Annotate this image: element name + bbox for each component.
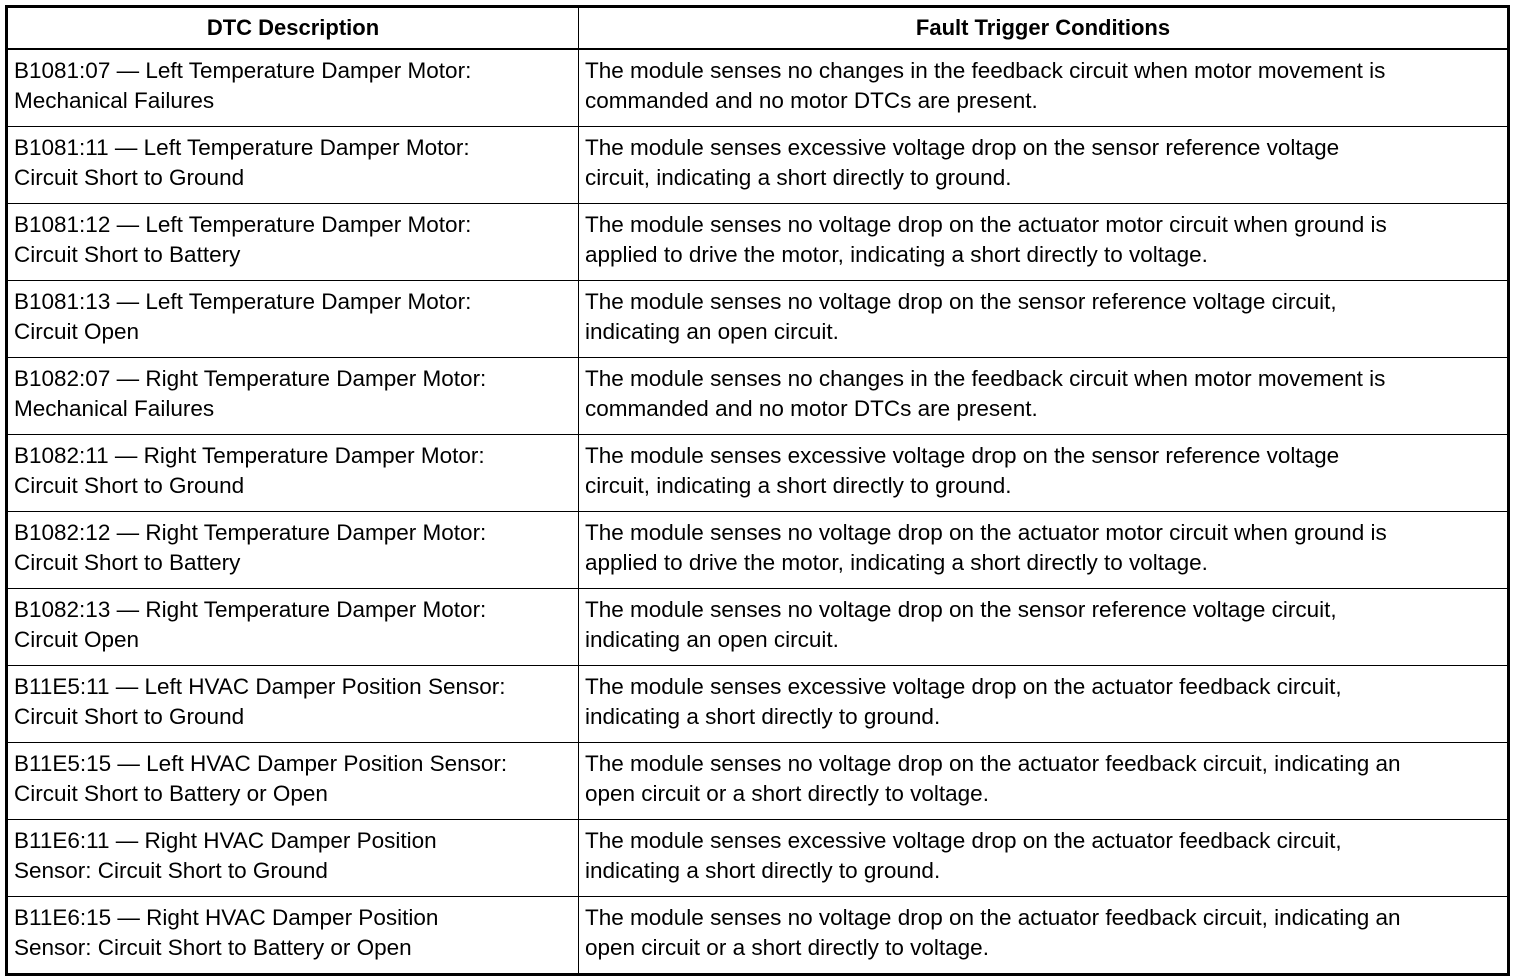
fault-condition-line: open circuit or a short directly to voltage. bbox=[585, 935, 989, 960]
fault-condition-cell bbox=[579, 743, 1509, 820]
fault-condition-line: The module senses no voltage drop on the actuator feedback circuit, indicating an bbox=[585, 751, 1401, 776]
dtc-description-line: B1082:12 — Right Temperature Damper Motor: bbox=[14, 520, 487, 545]
fault-condition-line: The module senses no voltage drop on the actuator motor circuit when ground is bbox=[585, 212, 1387, 237]
fault-condition-line: circuit, indicating a short directly to ground. bbox=[585, 473, 1012, 498]
fault-condition-line: indicating a short directly to ground. bbox=[585, 858, 941, 883]
dtc-description-line: Circuit Short to Battery bbox=[14, 550, 241, 575]
dtc-description-line: B11E6:11 — Right HVAC Damper Position bbox=[14, 828, 437, 853]
fault-condition-line: circuit, indicating a short directly to ground. bbox=[585, 165, 1012, 190]
dtc-description-line: B1082:13 — Right Temperature Damper Motor: bbox=[14, 597, 487, 622]
header-row bbox=[7, 7, 1509, 50]
fault-condition-line: The module senses excessive voltage drop on the actuator feedback circuit, bbox=[585, 828, 1342, 853]
dtc-description-line: Circuit Short to Ground bbox=[14, 165, 245, 190]
dtc-description-cell bbox=[7, 281, 579, 358]
column-header-dtc-description: DTC Description bbox=[7, 7, 579, 50]
dtc-description-line: B11E6:15 — Right HVAC Damper Position bbox=[14, 905, 439, 930]
dtc-description-line: B1081:07 — Left Temperature Damper Motor: bbox=[14, 58, 472, 83]
dtc-description-line: Sensor: Circuit Short to Battery or Open bbox=[14, 935, 412, 960]
dtc-description-cell bbox=[7, 204, 579, 281]
dtc-description-line: B1082:11 — Right Temperature Damper Motor: bbox=[14, 443, 485, 468]
dtc-description-line: B1081:13 — Left Temperature Damper Motor: bbox=[14, 289, 472, 314]
fault-condition-cell bbox=[579, 512, 1509, 589]
fault-condition-line: open circuit or a short directly to voltage. bbox=[585, 781, 989, 806]
dtc-description-line: B11E5:11 — Left HVAC Damper Position Sensor: bbox=[14, 674, 506, 699]
column-header-fault-trigger-conditions: Fault Trigger Conditions bbox=[579, 7, 1509, 50]
table-row bbox=[7, 127, 1509, 204]
fault-condition-line: commanded and no motor DTCs are present. bbox=[585, 396, 1038, 421]
dtc-description-cell bbox=[7, 127, 579, 204]
dtc-description-cell bbox=[7, 435, 579, 512]
dtc-description-line: Sensor: Circuit Short to Ground bbox=[14, 858, 328, 883]
dtc-description-cell bbox=[7, 512, 579, 589]
fault-condition-line: The module senses no changes in the feedback circuit when motor movement is bbox=[585, 58, 1386, 83]
dtc-description-line: Mechanical Failures bbox=[14, 396, 215, 421]
fault-condition-cell bbox=[579, 281, 1509, 358]
dtc-description-line: B1082:07 — Right Temperature Damper Motor: bbox=[14, 366, 487, 391]
fault-condition-line: The module senses no voltage drop on the sensor reference voltage circuit, bbox=[585, 597, 1337, 622]
dtc-description-line: Mechanical Failures bbox=[14, 88, 215, 113]
fault-condition-line: The module senses no voltage drop on the sensor reference voltage circuit, bbox=[585, 289, 1337, 314]
dtc-description-line: Circuit Open bbox=[14, 627, 140, 652]
fault-condition-cell bbox=[579, 127, 1509, 204]
fault-condition-line: The module senses no voltage drop on the actuator motor circuit when ground is bbox=[585, 520, 1387, 545]
dtc-description-cell bbox=[7, 589, 579, 666]
fault-condition-cell bbox=[579, 49, 1509, 127]
table-row bbox=[7, 897, 1509, 975]
fault-condition-line: applied to drive the motor, indicating a short directly to voltage. bbox=[585, 550, 1208, 575]
fault-condition-cell bbox=[579, 820, 1509, 897]
fault-condition-cell bbox=[579, 897, 1509, 975]
dtc-table bbox=[5, 5, 1510, 976]
table-row bbox=[7, 589, 1509, 666]
dtc-description-line: B11E5:15 — Left HVAC Damper Position Sensor: bbox=[14, 751, 508, 776]
dtc-description-cell bbox=[7, 820, 579, 897]
table-header bbox=[7, 7, 1509, 50]
table-row bbox=[7, 204, 1509, 281]
dtc-description-cell bbox=[7, 666, 579, 743]
table-row bbox=[7, 743, 1509, 820]
fault-condition-line: indicating an open circuit. bbox=[585, 319, 839, 344]
dtc-description-line: Circuit Short to Battery bbox=[14, 242, 241, 267]
fault-condition-cell bbox=[579, 589, 1509, 666]
table-row bbox=[7, 281, 1509, 358]
fault-condition-cell bbox=[579, 435, 1509, 512]
dtc-description-line: Circuit Short to Ground bbox=[14, 704, 245, 729]
fault-condition-line: The module senses no changes in the feedback circuit when motor movement is bbox=[585, 366, 1386, 391]
fault-condition-line: indicating a short directly to ground. bbox=[585, 704, 941, 729]
dtc-description-cell bbox=[7, 358, 579, 435]
fault-condition-line: The module senses no voltage drop on the actuator feedback circuit, indicating an bbox=[585, 905, 1401, 930]
table-row bbox=[7, 49, 1509, 127]
dtc-description-cell bbox=[7, 49, 579, 127]
fault-condition-line: applied to drive the motor, indicating a short directly to voltage. bbox=[585, 242, 1208, 267]
table-row bbox=[7, 358, 1509, 435]
fault-condition-line: The module senses excessive voltage drop on the actuator feedback circuit, bbox=[585, 674, 1342, 699]
fault-condition-cell bbox=[579, 666, 1509, 743]
fault-condition-cell bbox=[579, 358, 1509, 435]
fault-condition-line: The module senses excessive voltage drop on the sensor reference voltage bbox=[585, 135, 1340, 160]
dtc-description-line: B1081:11 — Left Temperature Damper Motor: bbox=[14, 135, 470, 160]
fault-condition-line: commanded and no motor DTCs are present. bbox=[585, 88, 1038, 113]
table-row bbox=[7, 512, 1509, 589]
fault-condition-line: The module senses excessive voltage drop on the sensor reference voltage bbox=[585, 443, 1340, 468]
dtc-description-line: Circuit Open bbox=[14, 319, 140, 344]
dtc-description-line: Circuit Short to Battery or Open bbox=[14, 781, 328, 806]
dtc-description-cell bbox=[7, 743, 579, 820]
table-body bbox=[7, 49, 1509, 975]
fault-condition-line: indicating an open circuit. bbox=[585, 627, 839, 652]
table-row bbox=[7, 666, 1509, 743]
table-row bbox=[7, 435, 1509, 512]
fault-condition-cell bbox=[579, 204, 1509, 281]
table-row bbox=[7, 820, 1509, 897]
dtc-description-line: B1081:12 — Left Temperature Damper Motor: bbox=[14, 212, 472, 237]
dtc-description-line: Circuit Short to Ground bbox=[14, 473, 245, 498]
dtc-description-cell bbox=[7, 897, 579, 975]
